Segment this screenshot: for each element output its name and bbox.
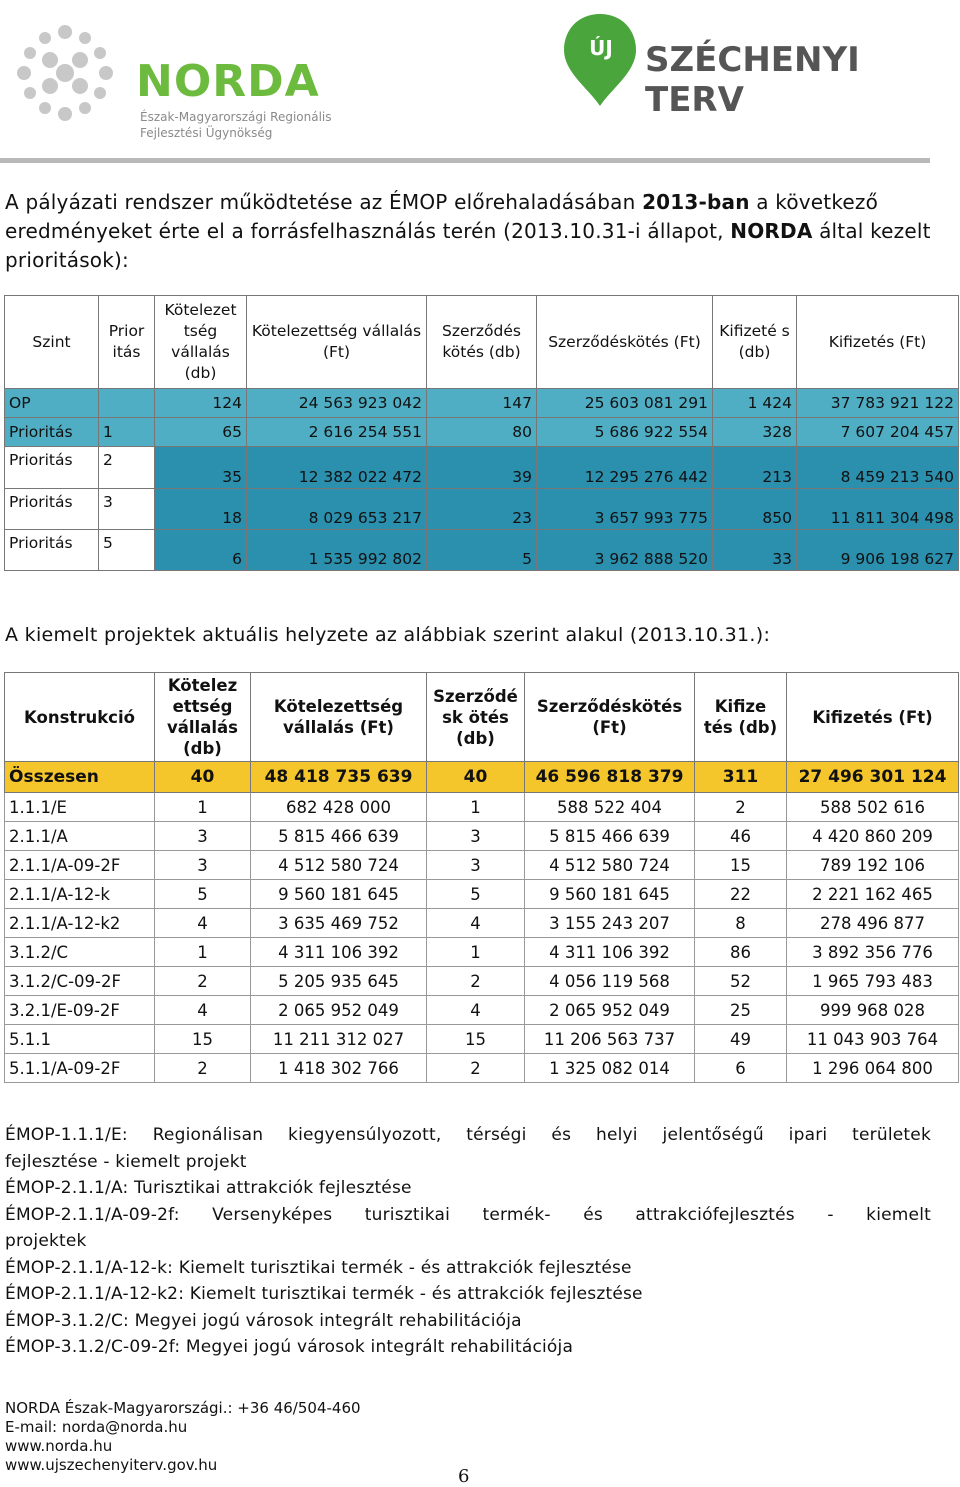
table-cell: 9 560 181 645 xyxy=(525,880,695,909)
table-cell: 4 420 860 209 xyxy=(787,822,959,851)
table-cell: 311 xyxy=(695,762,787,793)
table-cell: 124 xyxy=(155,389,247,418)
col-header: Kötelezettség vállalás (Ft) xyxy=(247,296,427,389)
table-cell: 2 xyxy=(427,967,525,996)
total-row xyxy=(5,762,959,793)
projects-table-header xyxy=(5,673,959,762)
table-cell xyxy=(99,389,155,418)
table-cell: 46 xyxy=(695,822,787,851)
table-row xyxy=(5,880,959,909)
note-line: ÉMOP-3.1.2/C: Megyei jogú városok integrált rehabilitációja xyxy=(5,1310,522,1331)
table-cell: 15 xyxy=(427,1025,525,1054)
note-line: ÉMOP-3.1.2/C-09-2f: Megyei jogú városok integrált rehabilitációja xyxy=(5,1337,574,1357)
note-line: ÉMOP-1.1.1/E: Regionálisan kiegyensúlyozott, térségi és helyi jelentőségű ipari területek xyxy=(5,1125,931,1145)
table-cell: Prioritás xyxy=(5,447,99,489)
table-cell: 11 206 563 737 xyxy=(525,1025,695,1054)
intro-text-1: A pályázati rendszer működtetése az ÉMOP előrehaladásában xyxy=(5,190,643,214)
map-pin-icon xyxy=(560,10,640,110)
table-row xyxy=(5,1054,959,1083)
table-cell: 12 382 022 472 xyxy=(247,447,427,489)
table-cell: 588 502 616 xyxy=(787,793,959,822)
table-cell: 4 xyxy=(427,909,525,938)
szechenyi-terv-logo xyxy=(560,10,940,120)
table-cell: 9 906 198 627 xyxy=(797,530,959,571)
table-row xyxy=(5,938,959,967)
table-cell: 2 065 952 049 xyxy=(251,996,427,1025)
table-cell: 5 686 922 554 xyxy=(537,418,713,447)
footer-contact xyxy=(5,1399,361,1475)
norda-title: NORDA xyxy=(136,56,320,107)
table-cell: 1 xyxy=(427,938,525,967)
table-cell: 4 311 106 392 xyxy=(251,938,427,967)
table-cell: 80 xyxy=(427,418,537,447)
table-cell: 789 192 106 xyxy=(787,851,959,880)
table-cell: 8 xyxy=(695,909,787,938)
table-cell: 2 xyxy=(427,1054,525,1083)
table-cell: 1 418 302 766 xyxy=(251,1054,427,1083)
table-row xyxy=(5,909,959,938)
col-header: Konstrukció xyxy=(5,673,155,762)
table-row xyxy=(5,967,959,996)
table-cell: 2.1.1/A-12-k xyxy=(5,880,155,909)
col-header: Szerződés kötés (db) xyxy=(427,296,537,389)
table-cell: 1 xyxy=(155,938,251,967)
table-row xyxy=(5,851,959,880)
table-row xyxy=(5,389,959,418)
col-header: Kifizetés (Ft) xyxy=(797,296,959,389)
table-cell: 1 535 992 802 xyxy=(247,530,427,571)
table-cell: 1 296 064 800 xyxy=(787,1054,959,1083)
table-cell: 8 459 213 540 xyxy=(797,447,959,489)
table-cell: 65 xyxy=(155,418,247,447)
table-cell: 5.1.1/A-09-2F xyxy=(5,1054,155,1083)
table-cell: 52 xyxy=(695,967,787,996)
table-cell: 49 xyxy=(695,1025,787,1054)
table-cell: 3 962 888 520 xyxy=(537,530,713,571)
table-cell: 22 xyxy=(695,880,787,909)
table-cell: 1 424 xyxy=(713,389,797,418)
note-line: ÉMOP-2.1.1/A: Turisztikai attrakciók fejlesztése xyxy=(5,1178,412,1198)
table-cell: 4 512 580 724 xyxy=(525,851,695,880)
footer-link-norda[interactable]: www.norda.hu xyxy=(5,1437,113,1455)
table-cell: 11 211 312 027 xyxy=(251,1025,427,1054)
table-cell: 1 965 793 483 xyxy=(787,967,959,996)
col-header: Szerződéskötés (Ft) xyxy=(537,296,713,389)
table-cell: 3 155 243 207 xyxy=(525,909,695,938)
table-cell: 33 xyxy=(713,530,797,571)
table-cell: 147 xyxy=(427,389,537,418)
table-cell: 999 968 028 xyxy=(787,996,959,1025)
table-cell: 213 xyxy=(713,447,797,489)
norda-subtitle-2: Fejlesztési Ügynökség xyxy=(140,126,273,140)
table-cell: 1 xyxy=(99,418,155,447)
table-cell: 3 xyxy=(155,822,251,851)
intro-text-2: a következő eredményeket érte el a forrásfelhasználás terén (2013.10.31-i állapot, xyxy=(5,190,879,243)
table-cell: 37 783 921 122 xyxy=(797,389,959,418)
footer-link-szt[interactable]: www.ujszechenyiterv.gov.hu xyxy=(5,1456,218,1474)
projects-table xyxy=(4,672,959,1083)
table-cell: 15 xyxy=(155,1025,251,1054)
table-cell: 4 xyxy=(427,996,525,1025)
intro-bold-norda: NORDA xyxy=(730,219,813,243)
table-cell: OP xyxy=(5,389,99,418)
table-row xyxy=(5,530,959,571)
table-cell: 328 xyxy=(713,418,797,447)
table-cell: 27 496 301 124 xyxy=(787,762,959,793)
table-cell: 48 418 735 639 xyxy=(251,762,427,793)
table-cell: 4 512 580 724 xyxy=(251,851,427,880)
table-row xyxy=(5,447,959,489)
table-cell: 3.1.2/C-09-2F xyxy=(5,967,155,996)
table-cell: 5 815 466 639 xyxy=(251,822,427,851)
table-cell: 3 xyxy=(155,851,251,880)
table-cell: 1 xyxy=(427,793,525,822)
table-cell: 5 205 935 645 xyxy=(251,967,427,996)
table-cell: 3 635 469 752 xyxy=(251,909,427,938)
note-line: ÉMOP-2.1.1/A-09-2f: Versenyképes turisztikai termék- és attrakciófejlesztés - kiemelt xyxy=(5,1204,931,1225)
col-header: Kifizeté s (db) xyxy=(713,296,797,389)
table-cell: 278 496 877 xyxy=(787,909,959,938)
table-cell: 86 xyxy=(695,938,787,967)
table-cell: 682 428 000 xyxy=(251,793,427,822)
table-cell: 5 xyxy=(155,880,251,909)
note-line: ÉMOP-2.1.1/A-12-k: Kiemelt turisztikai termék - és attrakciók fejlesztése xyxy=(5,1257,632,1278)
table-row xyxy=(5,489,959,530)
col-header: Szerződéskötés (Ft) xyxy=(525,673,695,762)
table-cell: 4 311 106 392 xyxy=(525,938,695,967)
page-number: 6 xyxy=(458,1466,470,1487)
norda-subtitle-1: Észak-Magyarországi Regionális xyxy=(140,110,332,124)
table-cell: 39 xyxy=(427,447,537,489)
table-cell: 1.1.1/E xyxy=(5,793,155,822)
table-cell: 3 892 356 776 xyxy=(787,938,959,967)
table-cell: 850 xyxy=(713,489,797,530)
intro-bold-year: 2013-ban xyxy=(642,190,750,214)
note-line: fejlesztése - kiemelt projekt xyxy=(5,1151,247,1172)
table-cell: 4 056 119 568 xyxy=(525,967,695,996)
table-cell: 1 xyxy=(155,793,251,822)
table-cell: 11 043 903 764 xyxy=(787,1025,959,1054)
table-cell: 4 xyxy=(155,909,251,938)
table-row xyxy=(5,1025,959,1054)
szt-uj-label: ÚJ xyxy=(589,36,613,60)
table-cell: 11 811 304 498 xyxy=(797,489,959,530)
table-cell: 5 815 466 639 xyxy=(525,822,695,851)
table-cell: 6 xyxy=(695,1054,787,1083)
table-cell: 2 065 952 049 xyxy=(525,996,695,1025)
col-header: Prior itás xyxy=(99,296,155,389)
table-cell: 2 xyxy=(99,447,155,489)
col-header: Kötelezet tség vállalás (db) xyxy=(155,296,247,389)
table-cell: 3 657 993 775 xyxy=(537,489,713,530)
table-cell: 2 xyxy=(155,967,251,996)
table-cell: Prioritás xyxy=(5,530,99,571)
table-cell: 3 xyxy=(99,489,155,530)
table-cell: 3.2.1/E-09-2F xyxy=(5,996,155,1025)
table-cell: 12 295 276 442 xyxy=(537,447,713,489)
table-cell: 2 xyxy=(695,793,787,822)
table-cell: 25 xyxy=(695,996,787,1025)
table-cell: Prioritás xyxy=(5,418,99,447)
table-cell: 46 596 818 379 xyxy=(525,762,695,793)
table-cell: 2 xyxy=(155,1054,251,1083)
szt-title: SZÉCHENYI TERV xyxy=(645,40,860,120)
table-cell: 2 221 162 465 xyxy=(787,880,959,909)
table-cell: Összesen xyxy=(5,762,155,793)
table-cell: 23 xyxy=(427,489,537,530)
table-cell: 24 563 923 042 xyxy=(247,389,427,418)
table-cell: 3 xyxy=(427,851,525,880)
col-header: Szint xyxy=(5,296,99,389)
table-cell: 8 029 653 217 xyxy=(247,489,427,530)
table-cell: 7 607 204 457 xyxy=(797,418,959,447)
table-cell: 3.1.2/C xyxy=(5,938,155,967)
table-cell: 40 xyxy=(155,762,251,793)
priority-table-header xyxy=(5,296,959,389)
table-cell: 588 522 404 xyxy=(525,793,695,822)
table-cell: 2 616 254 551 xyxy=(247,418,427,447)
table-cell: 1 325 082 014 xyxy=(525,1054,695,1083)
footer-phone: NORDA Észak-Magyarországi.: +36 46/504-460 xyxy=(5,1399,361,1417)
table-cell: 9 560 181 645 xyxy=(251,880,427,909)
table-cell: 3 xyxy=(427,822,525,851)
table-row xyxy=(5,418,959,447)
table-cell: 5 xyxy=(427,880,525,909)
col-header: Szerződé sk ötés (db) xyxy=(427,673,525,762)
priority-table xyxy=(4,295,959,571)
construction-notes xyxy=(5,1122,931,1361)
table-cell: 25 603 081 291 xyxy=(537,389,713,418)
table-cell: 40 xyxy=(427,762,525,793)
col-header: Kifizetés (Ft) xyxy=(787,673,959,762)
norda-logo xyxy=(10,18,350,140)
norda-dots-icon xyxy=(10,18,120,128)
table-cell: 5 xyxy=(427,530,537,571)
intro-paragraph xyxy=(5,188,933,275)
col-header: Kifize tés (db) xyxy=(695,673,787,762)
table-cell: 4 xyxy=(155,996,251,1025)
intro-text-3: által kezelt prioritások): xyxy=(5,219,931,272)
table-cell: 5.1.1 xyxy=(5,1025,155,1054)
header-divider xyxy=(0,158,930,163)
table-cell: 18 xyxy=(155,489,247,530)
note-line: projektek xyxy=(5,1231,87,1251)
col-header: Kötelez ettség vállalás (db) xyxy=(155,673,251,762)
note-line: ÉMOP-2.1.1/A-12-k2: Kiemelt turisztikai termék - és attrakciók fejlesztése xyxy=(5,1284,643,1304)
table-cell: Prioritás xyxy=(5,489,99,530)
table-cell: 5 xyxy=(99,530,155,571)
table-cell: 35 xyxy=(155,447,247,489)
table-cell: 2.1.1/A-12-k2 xyxy=(5,909,155,938)
footer-email[interactable]: E-mail: norda@norda.hu xyxy=(5,1418,188,1436)
table-cell: 15 xyxy=(695,851,787,880)
table-row xyxy=(5,822,959,851)
table-cell: 2.1.1/A xyxy=(5,822,155,851)
table-row xyxy=(5,793,959,822)
col-header: Kötelezettség vállalás (Ft) xyxy=(251,673,427,762)
table-cell: 2.1.1/A-09-2F xyxy=(5,851,155,880)
table-cell: 6 xyxy=(155,530,247,571)
section-subtitle: A kiemelt projektek aktuális helyzete az alábbiak szerint alakul (2013.10.31.): xyxy=(5,624,771,646)
table-row xyxy=(5,996,959,1025)
